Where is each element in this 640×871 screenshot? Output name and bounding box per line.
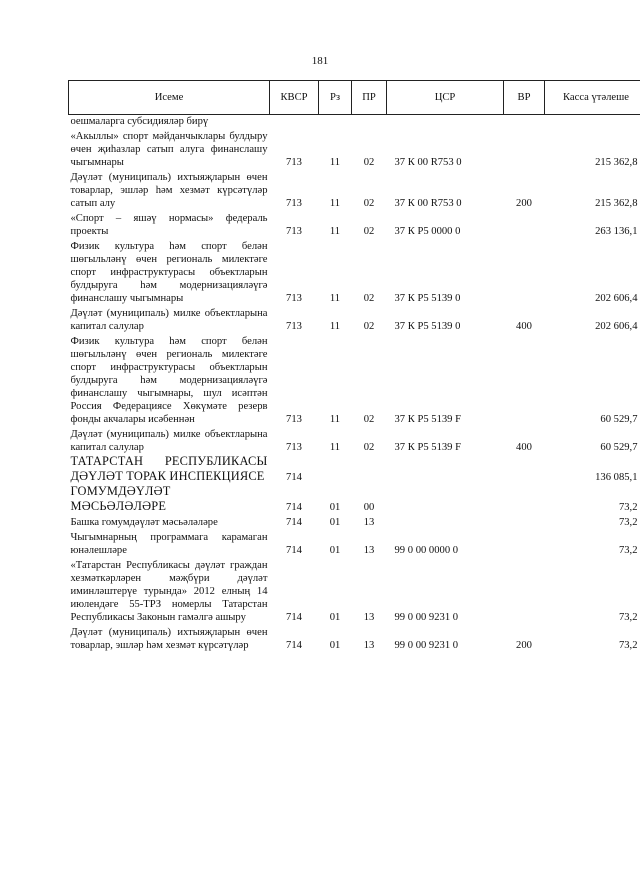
- cell-vr: [504, 128, 545, 169]
- cell-pr: 02: [363, 226, 375, 237]
- table-row: [69, 333, 640, 426]
- cell-name: Дәүләт (муниципаль) ихтыяҗларын өчен товарлар, эшләр һәм хезмәт күрсәтүләр: [70, 627, 268, 651]
- cell-rz: 11: [329, 226, 341, 237]
- cell-name: Физик культура һәм спорт белән шөгыльләнү өчен региональ милектәге спорт инфраструктурасы объектларын булдыруга һәм модернизацияләүгә финанслашу чыгымнары: [70, 241, 268, 304]
- cell-amount: 202 606,4: [595, 321, 638, 332]
- cell-name: Дәүләт (муниципаль) милке объектларына капитал салулар: [70, 308, 268, 332]
- cell-csr: 37 К 00 R753 0: [394, 157, 462, 168]
- cell-kvsr: 714: [286, 472, 302, 483]
- table-row: [69, 305, 640, 333]
- cell-amount: 73,2: [618, 545, 638, 556]
- cell-amount: [545, 115, 640, 129]
- cell-pr: 13: [363, 612, 375, 623]
- cell-name: ГОМУМДӘҮЛӘТ МӘСЬӘЛӘЛӘРЕ: [70, 484, 171, 513]
- cell-kvsr: 713: [286, 293, 302, 304]
- cell-amount: 73,2: [618, 612, 638, 623]
- header-row: [69, 81, 640, 115]
- cell-rz: 11: [329, 414, 341, 425]
- col-header-pr: ПР: [352, 81, 387, 115]
- cell-rz: 01: [329, 517, 341, 528]
- cell-pr: 02: [363, 442, 375, 453]
- cell-amount: 215 362,8: [595, 157, 638, 168]
- col-header-rz: Рз: [319, 81, 352, 115]
- cell-vr: 400: [516, 321, 532, 332]
- cell-amount: 73,2: [618, 502, 638, 513]
- cell-csr: 37 К Р5 0000 0: [394, 226, 461, 237]
- cell-name: «Акыллы» спорт мәйданчыклары булдыру өчен җиһазлар сатып алуга финанслашу чыгымнары: [70, 131, 268, 168]
- table-row: [69, 529, 640, 557]
- cell-csr: 99 0 00 0000 0: [394, 545, 459, 556]
- cell-kvsr: 713: [286, 226, 302, 237]
- cell-rz: 01: [329, 502, 341, 513]
- cell-name: «Спорт – яшәү нормасы» федераль проекты: [70, 213, 268, 237]
- col-header-vr: ВР: [504, 81, 545, 115]
- col-header-csr: ЦСР: [387, 81, 504, 115]
- cell-csr: 99 0 00 9231 0: [394, 612, 459, 623]
- cell-pr: 13: [363, 545, 375, 556]
- cell-vr: [504, 557, 545, 624]
- cell-amount: 73,2: [618, 640, 638, 651]
- cell-pr: [352, 115, 387, 129]
- cell-kvsr: 714: [286, 517, 302, 528]
- table-row: [69, 169, 640, 210]
- cell-csr: 37 К Р5 5139 0: [394, 293, 461, 304]
- cell-csr: [387, 115, 504, 129]
- table-row: [69, 484, 640, 514]
- table-row: [69, 454, 640, 484]
- cell-vr: 400: [516, 442, 532, 453]
- cell-csr: [387, 454, 504, 484]
- cell-kvsr: 713: [286, 157, 302, 168]
- table-body: [69, 115, 640, 653]
- cell-csr: 37 К Р5 5139 F: [394, 442, 462, 453]
- cell-name: «Татарстан Республикасы дәүләт граждан хезмәткәрләрен мәҗбүри дәүләт иминләштерүе турында» 2012 елның 14 июлендәге 55-ТРЗ номерлы Татарстан Республикасы Законын гамәлгә ашыру: [70, 560, 268, 623]
- cell-vr: [504, 210, 545, 238]
- cell-name: Дәүләт (муниципаль) милке объектларына капитал салулар: [70, 429, 268, 453]
- cell-amount: 215 362,8: [595, 198, 638, 209]
- cell-kvsr: 713: [286, 414, 302, 425]
- cell-rz: 01: [329, 640, 341, 651]
- cell-rz: 11: [329, 442, 341, 453]
- table-row: [69, 426, 640, 454]
- cell-vr: 200: [516, 640, 532, 651]
- cell-csr: 37 К Р5 5139 0: [394, 321, 461, 332]
- table-row: [69, 210, 640, 238]
- cell-rz: 11: [329, 198, 341, 209]
- cell-kvsr: [270, 115, 319, 129]
- cell-amount: 73,2: [618, 517, 638, 528]
- cell-pr: [352, 454, 387, 484]
- cell-vr: [504, 454, 545, 484]
- table-row: [69, 557, 640, 624]
- cell-name: ТАТАРСТАН РЕСПУБЛИКАСЫ ДӘҮЛӘТ ТОРАК ИНСПЕКЦИЯСЕ: [70, 454, 268, 483]
- cell-amount: 60 529,7: [600, 414, 638, 425]
- cell-kvsr: 713: [286, 442, 302, 453]
- cell-name: оешмаларга субсидияләр бирү: [70, 116, 209, 127]
- cell-pr: 02: [363, 414, 375, 425]
- table-row: [69, 128, 640, 169]
- cell-csr: 99 0 00 9231 0: [394, 640, 459, 651]
- cell-pr: 02: [363, 157, 375, 168]
- table-header: [69, 81, 640, 115]
- cell-vr: 200: [516, 198, 532, 209]
- cell-rz: 11: [329, 293, 341, 304]
- cell-pr: 02: [363, 321, 375, 332]
- cell-amount: 60 529,7: [600, 442, 638, 453]
- cell-csr: 37 К Р5 5139 F: [394, 414, 462, 425]
- cell-pr: 02: [363, 198, 375, 209]
- cell-amount: 202 606,4: [595, 293, 638, 304]
- cell-kvsr: 714: [286, 612, 302, 623]
- cell-csr: [387, 484, 504, 514]
- table-row: [69, 238, 640, 305]
- table-row: [69, 514, 640, 529]
- cell-vr: [504, 484, 545, 514]
- cell-rz: [319, 115, 352, 129]
- cell-name: Физик культура һәм спорт белән шөгыльләнү өчен региональ милектәге спорт инфраструктурасы объектларын булдыруга һәм модернизацияләүгә финанслашу чыгымнары, шул исәптән Россия Федерациясе Хөкүмәте резерв фонды акчалары исәбеннән: [70, 336, 268, 425]
- cell-pr: 02: [363, 293, 375, 304]
- cell-kvsr: 713: [286, 321, 302, 332]
- cell-kvsr: 714: [286, 502, 302, 513]
- budget-table: [68, 80, 640, 652]
- cell-name: Чыгымнарның программага карамаган юнәлешләре: [70, 532, 268, 556]
- cell-vr: [504, 333, 545, 426]
- cell-amount: 136 085,1: [595, 472, 638, 483]
- col-header-kvsr: КВСР: [270, 81, 319, 115]
- cell-rz: 01: [329, 612, 341, 623]
- cell-csr: 37 К 00 R753 0: [394, 198, 462, 209]
- cell-rz: 11: [329, 321, 341, 332]
- cell-name: Дәүләт (муниципаль) ихтыяҗларын өчен товарлар, эшләр һәм хезмәт күрсәтүләр сатып алу: [70, 172, 268, 209]
- col-header-name: Исеме: [69, 81, 270, 115]
- cell-pr: 00: [363, 502, 375, 513]
- cell-rz: 01: [329, 545, 341, 556]
- cell-pr: 13: [363, 640, 375, 651]
- cell-amount: 263 136,1: [595, 226, 638, 237]
- table-row: [69, 115, 640, 129]
- cell-rz: 11: [329, 157, 341, 168]
- cell-kvsr: 714: [286, 640, 302, 651]
- cell-vr: [504, 238, 545, 305]
- col-header-kassa: Касса үтәлеше: [545, 81, 640, 115]
- cell-pr: 13: [363, 517, 375, 528]
- cell-name: Башка гомумдәүләт мәсьәләләре: [70, 517, 218, 528]
- cell-vr: [504, 514, 545, 529]
- cell-kvsr: 714: [286, 545, 302, 556]
- table-row: [69, 624, 640, 652]
- page-number: 181: [311, 55, 329, 67]
- cell-kvsr: 713: [286, 198, 302, 209]
- cell-csr: [387, 514, 504, 529]
- cell-vr: [504, 529, 545, 557]
- cell-rz: [319, 454, 352, 484]
- cell-vr: [504, 115, 545, 129]
